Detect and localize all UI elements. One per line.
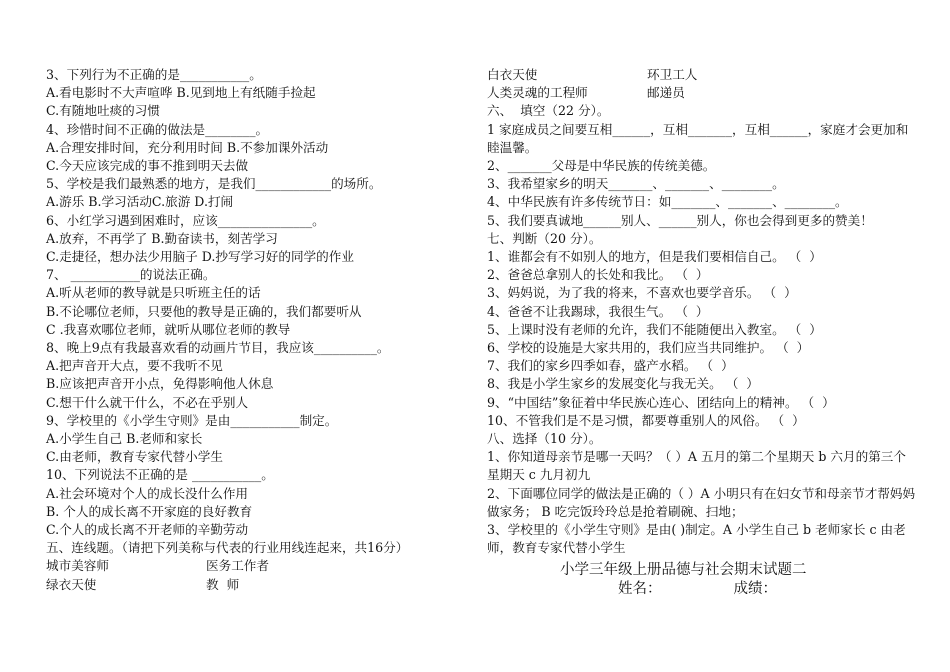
matching-term: 白衣天使: [487, 67, 538, 82]
matching-occupation: 邮递员: [647, 85, 685, 101]
judgement-item: 8、我是小学生家乡的发展变化与我无关。 （ ）: [487, 376, 759, 392]
name-score-line: [560, 579, 860, 599]
matching-pair: [487, 84, 917, 102]
matching-occupation: 教 师: [206, 576, 240, 592]
exam-title-block: [560, 561, 860, 599]
judgement-item: 3、妈妈说，为了我的将来，不喜欢也要学音乐。 （ ）: [487, 285, 797, 301]
fill-blank-item: 1 家庭成员之间要互相______，互相_______，互相______，家庭才会更加和睦温馨。: [487, 121, 909, 155]
matching-term: 绿衣天使: [46, 576, 97, 592]
matching-occupation: 医务工作者: [206, 558, 269, 574]
judgement-item: 4、爸爸不让我踢球，我很生气。 （ ）: [487, 303, 709, 319]
matching-term: 城市美容师: [46, 558, 109, 574]
option-line: A.把声音开大点，要不我听不见: [46, 358, 223, 374]
question-line: 6、小红学习遇到困难时，应该_______________。: [46, 212, 325, 228]
option-line: A.游乐 B.学习活动C.旅游 D.打闹: [46, 194, 234, 210]
judgement-item: 9、“中国结”象征着中华民族心连心、团结向上的精神。 （ ）: [487, 394, 835, 410]
page-title: 小学三年级上册品德与社会期末试题二: [560, 562, 807, 578]
right-column: [487, 66, 917, 557]
option-line: A.社会环境对个人的成长没什么作用: [46, 485, 249, 501]
option-line: C .我喜欢哪位老师，就听从哪位老师的教导: [46, 321, 291, 337]
option-line: C.想干什么就干什么，不必在乎别人: [46, 394, 249, 410]
matching-pair: [46, 557, 466, 575]
question-line: 10、下列说法不正确的是 ___________。: [46, 467, 274, 483]
fill-blank-item: 3、我希望家乡的明天_______、_______、________。: [487, 176, 785, 192]
option-line: A.听从老师的教导就是只听班主任的话: [46, 285, 261, 301]
option-line: C.个人的成长离不开老师的辛勤劳动: [46, 522, 249, 538]
matching-pair: [46, 576, 466, 594]
option-line: B.不论哪位老师，只要他的教导是正确的，我们都要听从: [46, 303, 362, 319]
fill-blank-item: 5、我们要真诚地______别人、______别人，你也会得到更多的赞美！: [487, 212, 873, 228]
judgement-item: 1、谁都会有不如别人的地方，但是我们要相信自己。 （ ）: [487, 249, 822, 265]
judgement-item: 6、学校的设施是大家共用的，我们应当共同维护。 （ ）: [487, 340, 810, 356]
choice-item: 3、学校里的《小学生守则》是由( )制定。A 小学生自己 b 老师家长 c 由老师，教育专家代替小学生: [487, 522, 906, 556]
section-heading: 五、连线题。（请把下列美称与代表的行业用线连起来，共16分）: [46, 540, 409, 556]
question-line: 4、珍惜时间不正确的做法是________。: [46, 121, 269, 137]
option-line: B. 个人的成长离不开家庭的良好教育: [46, 503, 253, 519]
section-heading: 八、选择（10 分）。: [487, 431, 602, 447]
score-label: 成绩：: [733, 581, 777, 597]
question-line: 3、下列行为不正确的是___________。: [46, 67, 262, 82]
option-line: C.今天应该完成的事不推到明天去做: [46, 158, 249, 174]
judgement-item: 2、爸爸总拿别人的长处和我比。 （ ）: [487, 267, 709, 283]
option-line: C.由老师，教育专家代替小学生: [46, 449, 223, 465]
judgement-item: 5、上课时没有老师的允许，我们不能随便出入教室。 （ ）: [487, 321, 822, 337]
option-line: A.看电影时不大声喧哗 B.见到地上有纸随手捡起: [46, 85, 316, 101]
judgement-item: 7、我们的家乡四季如春，盛产水稻。 （ ）: [487, 358, 734, 374]
option-line: A.放弃，不再学了 B.勤奋读书，刻苦学习: [46, 230, 278, 246]
question-line: 7、 ___________的说法正确。: [46, 267, 216, 283]
section-heading: 六、 填空（22 分）。: [487, 103, 610, 119]
fill-blank-item: 4、中华民族有许多传统节日：如_______、_______、________。: [487, 194, 848, 210]
question-line: 8、晚上9点有我最喜欢看的动画片节目，我应该__________。: [46, 340, 390, 356]
option-line: C.有随地吐痰的习惯: [46, 103, 160, 119]
section-heading: 七、判断（20 分）。: [487, 230, 602, 246]
matching-term: 人类灵魂的工程师: [487, 85, 588, 101]
fill-blank-item: 2、_______父母是中华民族的传统美德。: [487, 158, 716, 174]
matching-occupation: 环卫工人: [647, 67, 698, 82]
choice-item: 2、下面哪位同学的做法是正确的（ ）A 小明只有在妇女节和母亲节才帮妈妈做家务； B 吃完饭玲玲总是抢着刷碗、扫地；: [487, 485, 916, 519]
question-line: 9、学校里的《小学生守则》是由___________制定。: [46, 412, 338, 428]
matching-pair: [487, 66, 917, 84]
choice-item: 1、你知道母亲节是哪一天吗？（ ）A 五月的第二个星期天 b 六月的第三个星期天 c 九月初九: [487, 449, 906, 483]
judgement-item: 10、不管我们是不是习惯，都要尊重别人的风俗。 （ ）: [487, 412, 805, 428]
question-line: 5、学校是我们最熟悉的地方，是我们____________的场所。: [46, 176, 382, 192]
option-line: B.应该把声音开小点，免得影响他人休息: [46, 376, 274, 392]
left-column: [46, 66, 466, 594]
option-line: A.小学生自己 B.老师和家长: [46, 431, 203, 447]
name-label: 姓名：: [618, 581, 662, 597]
option-line: A.合理安排时间，充分利用时间 B.不参加课外活动: [46, 139, 329, 155]
option-line: C.走捷径，想办法少用脑子 D.抄写学习好的同学的作业: [46, 249, 354, 265]
